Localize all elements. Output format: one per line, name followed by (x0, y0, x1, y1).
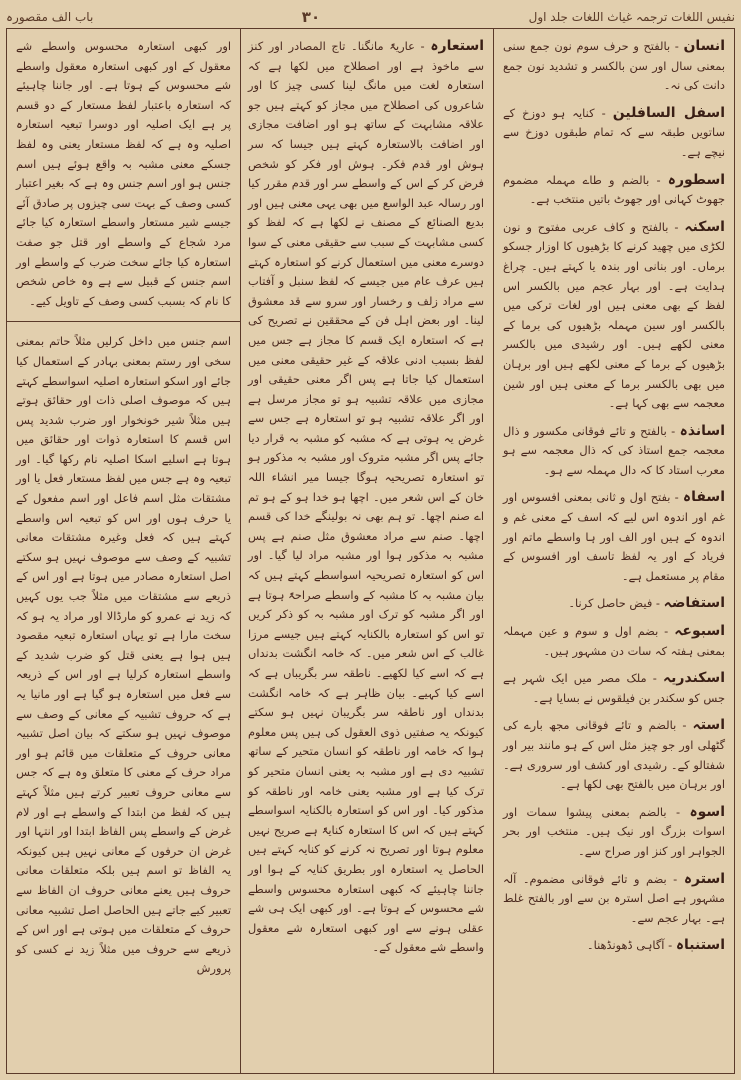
dictionary-entry (503, 171, 725, 210)
entry-definition: - کنایہ ہو دوزخ کے ساتویں طبقہ سے کہ تمام طبقوں دوزخ سے نیچے ہے۔ (503, 105, 725, 159)
entry-headword: استعارہ (430, 38, 485, 54)
dictionary-entry (503, 803, 725, 862)
entry-headword: اسکندریہ (662, 670, 725, 687)
dictionary-entry (503, 870, 725, 929)
entry-headword: استرہ (683, 870, 726, 887)
dictionary-entry (503, 422, 725, 481)
text-frame (6, 28, 735, 1074)
entry-headword: انسان (683, 38, 725, 54)
entry-headword: استنباہ (675, 937, 725, 954)
dictionary-entry (503, 622, 725, 661)
entry-definition: - بالضم بمعنی پیشوا سمات اور اسوات بزرگ اور نیک ہیں۔ منتخب اور بحر الجواہر اور کنز اور صراح سے۔ (503, 804, 725, 858)
entry-definition: - فیض حاصل کرنا۔ (568, 596, 661, 611)
entry-headword: استہ (692, 717, 725, 734)
entry-definition: - بالفتح و تائے فوقانی مکسور و ذال معجمہ جمع استاذ کی کہ ذال معجمہ سے ہو معرب استاد کا کہ دال مہملہ سے ہو۔ (503, 423, 725, 477)
entry-headword: اسانذہ (679, 422, 725, 439)
entry-definition: - آگاہی ڈھونڈھنا۔ (586, 938, 673, 953)
entry-definition: - عاریۃً مانگنا۔ تاج المصادر اور کنز سے ماخوذ ہے اور اصطلاح میں لکھا ہے کہ استعارہ لغت میں مانگ لینا کسی چیز کا اور شاعروں کی اصطلاح میں مجاز کو کہتے ہیں جو علاقہ مشابہت کے ساتھ ہو اور اضافت مجازی اور اضافت بالاستعارہ کہتے ہیں جیسا کہ سر ہوش اور قدم فکر۔ ہوش اور فکر کو شخص فرض کر کے اس کے واسطے سر اور قدم مقرر کیا اور رسالہ عبد الواسع میں بھی یہی معنی ہیں اور بدیع الصنائع کے مصنف نے لکھا ہے کہ لفظ کو کسی مشابہت کے سبب سے حقیقی معنی کے سوا دوسرے معنی میں استعمال کرنے کو استعارہ کہتے ہیں عرف عام میں جیسے کہ لفظ سنبل و آفتاب سے مراد زلف و رخسار اور سرو سے قد معشوق لینا۔ اور بعض اہل فن کے محققین نے تصریح کی ہے کہ استعارہ ایک قسم کا مجاز ہے جس میں لفظ بسبب ادنی علاقہ کے غیر حقیقی معنی میں استعمال کیا جاتا ہے پس اگر معنی حقیقی اور مجازی میں علاقہ تشبیہ ہو تو مجاز مرسل ہے اور اگر علاقہ تشبیہ ہو تو استعارہ ہے جس سے غرض یہ ہوتی ہے کہ مشبہ کو مشبہ بہ قرار دیا جائے پس اگر مشبہ متروک اور مشبہ بہ مذکور ہو تو استعارہ تصریحیہ ہوگا جیسا میر انشاء اللہ خان کے اس شعر میں۔ اچھا ہو خدا ہو کے ہو تم اے صنم اچھا۔ تو ہم بھی نہ بولینگے خدا کی قسم اچھا۔ صنم سے مراد معشوق مثل صنم ہے پس مشبہ بہ مذکور ہوا اور مشبہ مراد لیا گیا۔ اور اس کو استعارہ تصریحیہ اسواسطے کہتے ہیں کہ بیان مشبہ بہ کا مشبہ کے واسطے صراحۃً ہوتا ہے اور اگر مشبہ کو ترک اور مشبہ بہ کو ذکر کریں تو اس کو استعارہ بالکنایہ کہتے ہیں جیسے مرزا غالب کے اس شعر میں۔ کہ خامہ انگشت بدنداں ہے کہ اسے کیا لکھیے۔ ناطقہ سر بگریباں ہے کہ اسے کیا کہیے۔ بیان ظاہر ہے کہ خامہ انگشت بدنداں اور ناطقہ سر بگریبان نہیں ہو سکتے کیونکہ یہ صفتیں ذوی العقول کی ہیں پس معلوم ہوا کہ خامہ اور ناطقہ کو انسان متحیر کے ساتھ تشبیہ دی ہے اور مشبہ بہ یعنی انسان متحیر کو ترک کیا ہے اور مشبہ یعنی خامہ اور ناطقہ کو مذکور کیا۔ اور اس کو استعارہ بالکنایہ اسواسطے کہتے ہیں کہ اس کا استعارہ کنایۃً ہے صریح نہیں معلوم ہوتا اور تصریح نہ کرنے کو کنایہ کہتے ہیں الحاصل یہ استعارہ اور بطریق کنایہ کے ہوا اور جاننا چاہیئے کہ کبھی استعارہ محسوس واسطے شے محسوس کے ہوتا ہے۔ اور کبھی ایک ہی شے عقلی ہونے سے اور کبھی استعارہ شے معقول واسطے شے معقول کے۔ (248, 39, 484, 955)
entry-headword: اسفل السافلین (612, 104, 725, 121)
dictionary-entry (503, 716, 725, 794)
dictionary-entry (503, 218, 725, 414)
entry-headword: اسوہ (689, 803, 725, 820)
entry-definition: - بالضم و تائے فوقانی مجھ بارے کی گٹھلی اور جو چیز مثل اس کے ہو مانند بیر اور شفتالو کے۔ رشیدی اور کشف اور سروری ہے۔ اور برہان میں بالفتح بھی لکھا ہے۔ (503, 718, 725, 792)
page-header (6, 6, 735, 28)
middle-column (239, 29, 494, 1073)
left-column-bottom-paragraph: اسم جنس میں داخل کرلیں مثلاً حاتم بمعنی سخی اور رستم بمعنی بہادر کے استعمال کیا جائے اور اسکو استعارہ اصلیہ اسواسطے کہتے ہیں کہ موصوف اصلی ذات اور حقائق ہوتے ہیں مثلاً شیر خونخوار اور ضرب شدید پس اس قسم کا استعارہ ذوات اور حقائق میں ہوتا ہے اسلیے اسکا اصلیہ نام رکھا گیا۔ اور تبعیہ وہ ہے جس میں لفظ مستعار فعل یا اور مشتقات مثل اسم فاعل اور اسم مفعول کے یا حرف ہوں اور اس کو تبعیہ اس واسطے کہتے ہیں کہ فعل وغیرہ مشتقات معانی تشبیہ کے وصف سے موصوف نہیں ہو سکتے اصل استعارہ مصادر میں ہوتا ہے اور اس کے ذریعے سے مشتقات میں مثلاً جب یوں کہیں کہ زید نے عمرو کو مارڈالا اور مراد یہ ہو کہ سخت مارا ہے تو یہاں استعارہ تبعیہ مقصود ہیں ہوا ہے یعنی قتل کو ضرب شدید کے واسطے استعارہ کرلیا ہے اور اس کے ذریعہ سے فعل میں استعارہ ہو گیا ہے اور مانیا یہ ہے کہ حروف تشبیہ کے معانی کے وصف سے موصوف نہیں ہو سکتے کہ بیان اصل تشبیہ معانی حروف کے متعلقات میں قائم ہو اور مراد حرف کے معنی کا متعلق وہ ہے کہ جس سے معانی حروف تعبیر کرتے ہیں مثلاً کہتے ہیں کہ لفظ من ابتدا کے واسطے ہے اور لام غرض کے واسطے پس الفاظ ابتدا اور انتہا اور غرض ان حرفوں کے معانی نہیں ہیں کیونکہ یہ الفاظ تو اسم ہیں بلکہ متعلقات معانی حروف ہیں یعنے معانی حروف ان الفاظ سے تعبیر کیے جاتے ہیں الحاصل اصل تشبیہ معانی حروف کے متعلقات میں ہوتی ہے اور اس کے ذریعے سے حروف میں مثلاً زید نے کسی کو پرورش (16, 334, 231, 976)
column-divider (7, 321, 240, 322)
entry-definition: - بالفتح و حرف سوم نون جمع سنی بمعنی سال اور سن بالکسر و تشدید نون جمع دانت کی نہ۔ (503, 39, 725, 93)
header-left-title: باب الف مقصورہ (6, 10, 94, 24)
entry-headword: استفاضہ (663, 595, 725, 612)
dictionary-entry (503, 488, 725, 586)
header-right-title: نفیس اللغات ترجمہ غیاث اللغات جلد اول (528, 10, 735, 24)
left-column (7, 29, 241, 1073)
dictionary-entry (503, 104, 725, 163)
page-number: ۳۰ (301, 8, 321, 26)
dictionary-entry (503, 669, 725, 708)
dictionary-entry (503, 936, 725, 956)
entry-headword: اسکنہ (684, 218, 725, 235)
entry-headword: اسفاہ (682, 489, 725, 506)
dictionary-entry (503, 594, 725, 614)
right-column (494, 29, 734, 1073)
dictionary-entry (503, 37, 725, 96)
entry-definition: - ملک مصر میں ایک شہر ہے جس کو سکندر بن فیلقوس نے بسایا ہے۔ (503, 671, 725, 705)
entry-definition: - بالفتح و کاف عربی مفتوح و نون لکڑی میں چھید کرنے کا بڑھیوں کا اوزار جسکو برماں۔ اور بنانی اور بندہ یا کہتے ہیں۔ چراغ ہدایت ہے۔ اور بہار عجم میں بالکسر اس لفظ کے بھی معنی ہیں اور لغات ترکی میں بالکسر اور سین مہملہ بڑھیوں کی برما کے معنی لکھے ہیں۔ اور رشیدی میں بالکسر بڑھیوں کے برما کے معنی لکھے ہیں اور برہان میں بھی بالکسر برما کے معنی ہیں اور شین معجمہ سے بھی کہا ہے۔ (503, 219, 725, 411)
entry-headword: اسبوعہ (674, 623, 726, 640)
entry-definition: - بضم اول و سوم و عین مہملہ بمعنی ہفتہ کہ سات دن مشہور ہیں۔ (503, 624, 725, 658)
entry-definition: - بضم و تائے فوقانی مضموم۔ آلہ مشہور ہے اصل استرہ بن سے اور بالفتح غلط ہے۔ بہار عجم سے۔ (503, 871, 725, 925)
entry-definition: - بالضم و طاے مہملہ مضموم جھوٹ کہانی اور جھوٹ باتیں منتخب ہے۔ (503, 172, 725, 207)
entry-definition: - بفتح اول و ثانی بمعنی افسوس اور غم اور اندوہ اس لیے کہ اسف کے معنی غم و اندوہ کے ہیں اور الف اور ہا واسطے ماتم اور فریاد کے اور یہ لفظ تاسف اور افسوس کے مقام پر مستعمل ہے۔ (503, 490, 725, 583)
entry-headword: اسطورہ (667, 171, 726, 188)
dictionary-entry (248, 37, 484, 958)
left-column-top-paragraph: اور کبھی استعارہ محسوس واسطے شے معقول کے اور کبھی استعارہ معقول واسطے شے محسوس کے ہوتا ہے۔ اور جاننا چاہیئے کہ استعارہ باعتبار لفظ مستعار کے دو قسم پر ہے ایک اصلیہ اور دوسرا تبعیہ استعارہ اصلیہ وہ ہے کہ لفظ مستعار یعنی وہ لفظ جسکے معنی مشبہ بہ واقع ہوئے ہیں اسم جنس ہو اور اسم جنس وہ ہے کہ بغیر اعتبار کسی وصف کے بہت سی چیزوں پر صادق آئے جیسے شیر مستعار واسطے استعارہ کیا جائے مرد شجاع کے واسطے اور قتل جو صفت استعارہ کیا جائے سخت ضرب کے واسطے اور اسم جنس کے قبیل سے ہے وہ خاص شخص کا نام کہ بسبب کسی وصف کے تاویل کیے۔ (16, 39, 231, 308)
